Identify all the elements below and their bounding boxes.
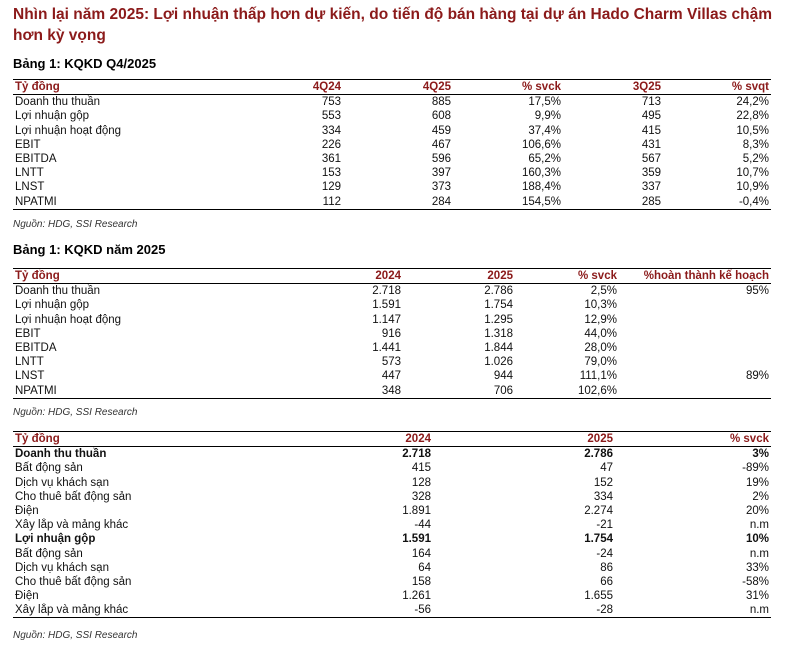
- table-cell: 22,8%: [736, 110, 769, 123]
- table-cell: 112: [322, 195, 341, 208]
- table3-source: Nguồn: HDG, SSI Research: [13, 630, 138, 641]
- table-cell: 361: [321, 153, 341, 166]
- table-cell: 713: [641, 96, 661, 109]
- table-row: [13, 504, 771, 518]
- row-label: Xây lắp và mảng khác: [15, 519, 129, 532]
- row-label: Lợi nhuận hoạt động: [15, 313, 122, 326]
- table-cell: 164: [411, 547, 431, 560]
- table-cell: 10,9%: [736, 181, 769, 194]
- row-label: LNTT: [15, 167, 44, 180]
- table-cell: 9,9%: [534, 110, 561, 123]
- table2-source: Nguồn: HDG, SSI Research: [13, 407, 138, 418]
- table-cell: n.m: [749, 519, 769, 532]
- table-cell: 415: [641, 124, 661, 137]
- table-cell: 160,3%: [521, 167, 561, 180]
- table-cell: [619, 384, 771, 399]
- table-cell: -0,4%: [738, 195, 769, 208]
- table-row: [13, 547, 771, 561]
- table-row: [13, 284, 771, 299]
- table1-caption: Bảng 1: KQKD Q4/2025: [13, 56, 157, 71]
- table-cell: 467: [431, 138, 451, 151]
- table-cell: n.m: [749, 604, 769, 617]
- table-cell: 79,0%: [584, 356, 617, 369]
- column-header: 2025: [487, 270, 513, 283]
- table-cell: 33%: [745, 561, 769, 574]
- table-cell: 334: [593, 490, 613, 503]
- table-cell: 24,2%: [736, 96, 769, 109]
- table-cell: [619, 341, 771, 355]
- row-label: EBIT: [15, 327, 41, 340]
- table-row: [13, 152, 771, 166]
- table-cell: 567: [641, 153, 661, 166]
- table-cell: 153: [321, 167, 341, 180]
- table-cell: 17,5%: [528, 96, 561, 109]
- table-cell: -44: [414, 519, 431, 532]
- table-cell: 397: [431, 167, 451, 180]
- column-header: % svck: [577, 270, 617, 283]
- row-label: LNTT: [15, 356, 44, 369]
- column-header: 4Q24: [312, 81, 341, 94]
- table-row: [13, 532, 771, 546]
- table-row: [13, 95, 771, 110]
- table-cell: 2.274: [584, 505, 613, 518]
- table-cell: 37,4%: [528, 124, 561, 137]
- table-cell: 415: [411, 462, 431, 475]
- table-cell: -58%: [742, 575, 769, 588]
- table-cell: [619, 355, 771, 369]
- row-label: LNST: [15, 181, 45, 194]
- table-cell: 1.591: [372, 299, 401, 312]
- row-label: Xây lắp và mảng khác: [15, 604, 129, 617]
- table-cell: 447: [381, 370, 401, 383]
- row-label: Cho thuê bất động sản: [15, 490, 132, 503]
- table-cell: 2%: [752, 490, 769, 503]
- table-cell: 573: [381, 356, 401, 369]
- table-cell: 95%: [745, 285, 769, 298]
- row-label: Dịch vụ khách sạn: [15, 561, 109, 574]
- table-cell: 44,0%: [584, 327, 617, 340]
- column-header: % svqt: [731, 81, 769, 94]
- table-row: [13, 603, 771, 618]
- row-label: Bất động sản: [15, 462, 83, 475]
- table-cell: 8,3%: [742, 138, 769, 151]
- table-cell: 2.786: [484, 285, 513, 298]
- table-row: [13, 313, 771, 327]
- page-title: Nhìn lại năm 2025: Lợi nhuận thấp hơn dự kiến, do tiến độ bán hàng tại dự án Hado Charm Villas chậm hơn kỳ vọng: [13, 6, 773, 44]
- row-label: Doanh thu thuần: [15, 96, 101, 109]
- table1-source: Nguồn: HDG, SSI Research: [13, 219, 138, 230]
- table-cell: 154,5%: [521, 195, 561, 208]
- table-cell: 129: [321, 181, 341, 194]
- table-cell: 431: [641, 138, 661, 151]
- table-row: [13, 561, 771, 575]
- table-cell: 596: [431, 153, 451, 166]
- row-label: EBITDA: [15, 342, 57, 355]
- table-quarterly-results: [13, 79, 771, 210]
- table-cell: 2.786: [584, 448, 613, 461]
- table-cell: 3%: [752, 448, 769, 461]
- row-label: Lợi nhuận gộp: [15, 533, 96, 546]
- table-cell: 28,0%: [584, 342, 617, 355]
- row-label: Lợi nhuận hoạt động: [15, 124, 122, 137]
- row-label: Lợi nhuận gộp: [15, 299, 90, 312]
- row-label: Điện: [15, 590, 39, 603]
- table-cell: 128: [411, 476, 431, 489]
- table-cell: 106,6%: [521, 138, 561, 151]
- table-cell: 1.261: [402, 590, 431, 603]
- table-row: [13, 589, 771, 603]
- table2-caption: Bảng 1: KQKD năm 2025: [13, 242, 166, 257]
- table-cell: [619, 298, 771, 312]
- table-segment-breakdown: [13, 431, 771, 618]
- column-header: 2024: [375, 270, 401, 283]
- table-cell: 188,4%: [521, 181, 561, 194]
- table-cell: 284: [431, 195, 451, 208]
- table-row: [13, 124, 771, 138]
- table-cell: 111,1%: [579, 370, 617, 383]
- column-header: Tỷ đồng: [15, 433, 60, 446]
- table-cell: 1.655: [584, 590, 613, 603]
- table-cell: 2.718: [402, 448, 431, 461]
- table-cell: 102,6%: [577, 384, 617, 397]
- table-cell: 1.147: [372, 313, 401, 326]
- column-header: %hoàn thành kế hoạch: [643, 270, 769, 283]
- table-cell: [619, 313, 771, 327]
- column-header: 3Q25: [632, 81, 661, 94]
- table-cell: 10,5%: [736, 124, 769, 137]
- table-row: [13, 166, 771, 180]
- table-row: [13, 138, 771, 152]
- table-cell: 12,9%: [584, 313, 617, 326]
- table-cell: 495: [641, 110, 661, 123]
- table-cell: 1.591: [402, 533, 431, 546]
- table-cell: 226: [321, 138, 341, 151]
- table-row: [13, 195, 771, 210]
- table-cell: 553: [321, 110, 341, 123]
- table-row: [13, 384, 771, 399]
- table-cell: 2,5%: [590, 285, 617, 298]
- table-cell: 359: [641, 167, 661, 180]
- table-cell: 65,2%: [528, 153, 561, 166]
- column-header: 4Q25: [422, 81, 451, 94]
- table-row: [13, 180, 771, 194]
- table-cell: 608: [431, 110, 451, 123]
- table-cell: 1.441: [372, 342, 401, 355]
- table-header-row: [13, 432, 771, 447]
- table-cell: 158: [411, 575, 431, 588]
- table-cell: -56: [414, 604, 431, 617]
- table-cell: 1.295: [484, 313, 513, 326]
- table-cell: 348: [381, 384, 401, 397]
- table-cell: 334: [321, 124, 341, 137]
- table-row: [13, 298, 771, 312]
- table-cell: 373: [431, 181, 451, 194]
- table-cell: 19%: [745, 476, 769, 489]
- table-cell: 5,2%: [742, 153, 769, 166]
- column-header: Tỷ đồng: [15, 81, 60, 94]
- row-label: Dịch vụ khách sạn: [15, 476, 109, 489]
- table-cell: 1.318: [484, 327, 513, 340]
- row-label: LNST: [15, 370, 45, 383]
- table-cell: 1.844: [484, 342, 513, 355]
- row-label: Doanh thu thuần: [15, 448, 107, 461]
- table-cell: 459: [431, 124, 451, 137]
- table-cell: 10%: [745, 533, 769, 546]
- table-cell: n.m: [749, 547, 769, 560]
- table-cell: 64: [418, 561, 431, 574]
- column-header: Tỷ đồng: [15, 270, 60, 283]
- column-header: % svck: [521, 81, 561, 94]
- table-row: [13, 476, 771, 490]
- column-header: 2024: [405, 433, 431, 446]
- table-cell: -21: [596, 519, 613, 532]
- table-cell: 47: [600, 462, 613, 475]
- row-label: Bất động sản: [15, 547, 83, 560]
- table-header-row: [13, 269, 771, 284]
- table-row: [13, 461, 771, 475]
- table-cell: 944: [493, 370, 513, 383]
- table-cell: [619, 327, 771, 341]
- row-label: Điện: [15, 505, 39, 518]
- table-cell: 1.754: [484, 299, 513, 312]
- row-label: Doanh thu thuần: [15, 285, 101, 298]
- table-row: [13, 355, 771, 369]
- table-cell: 10,7%: [736, 167, 769, 180]
- table-cell: 31%: [745, 590, 769, 603]
- table-cell: 753: [321, 96, 341, 109]
- table-row: [13, 369, 771, 383]
- column-header: 2025: [587, 433, 613, 446]
- table-cell: 152: [593, 476, 613, 489]
- table-cell: -24: [596, 547, 613, 560]
- table-cell: 885: [431, 96, 451, 109]
- table-cell: -89%: [742, 462, 769, 475]
- table-cell: 66: [600, 575, 613, 588]
- row-label: Lợi nhuận gộp: [15, 110, 90, 123]
- table-cell: 89%: [745, 370, 769, 383]
- table-cell: 916: [381, 327, 401, 340]
- table-cell: 1.026: [484, 356, 513, 369]
- row-label: EBITDA: [15, 153, 57, 166]
- table-header-row: [13, 80, 771, 95]
- table-row: [13, 109, 771, 123]
- table-row: [13, 447, 771, 462]
- table-cell: 328: [411, 490, 431, 503]
- table-cell: 706: [493, 384, 513, 397]
- table-cell: -28: [596, 604, 613, 617]
- table-row: [13, 518, 771, 532]
- table-cell: 285: [641, 195, 661, 208]
- table-cell: 1.754: [584, 533, 613, 546]
- table-cell: 10,3%: [584, 299, 617, 312]
- table-cell: 2.718: [372, 285, 401, 298]
- table-row: [13, 327, 771, 341]
- column-header: % svck: [729, 433, 769, 446]
- table-cell: 86: [600, 561, 613, 574]
- row-label: NPATMI: [15, 195, 57, 208]
- row-label: EBIT: [15, 138, 41, 151]
- table-cell: 1.891: [402, 505, 431, 518]
- row-label: NPATMI: [15, 384, 57, 397]
- table-annual-results: [13, 268, 771, 399]
- table-cell: 20%: [745, 505, 769, 518]
- table-cell: 337: [641, 181, 661, 194]
- row-label: Cho thuê bất động sản: [15, 575, 132, 588]
- table-row: [13, 341, 771, 355]
- table-row: [13, 575, 771, 589]
- table-row: [13, 490, 771, 504]
